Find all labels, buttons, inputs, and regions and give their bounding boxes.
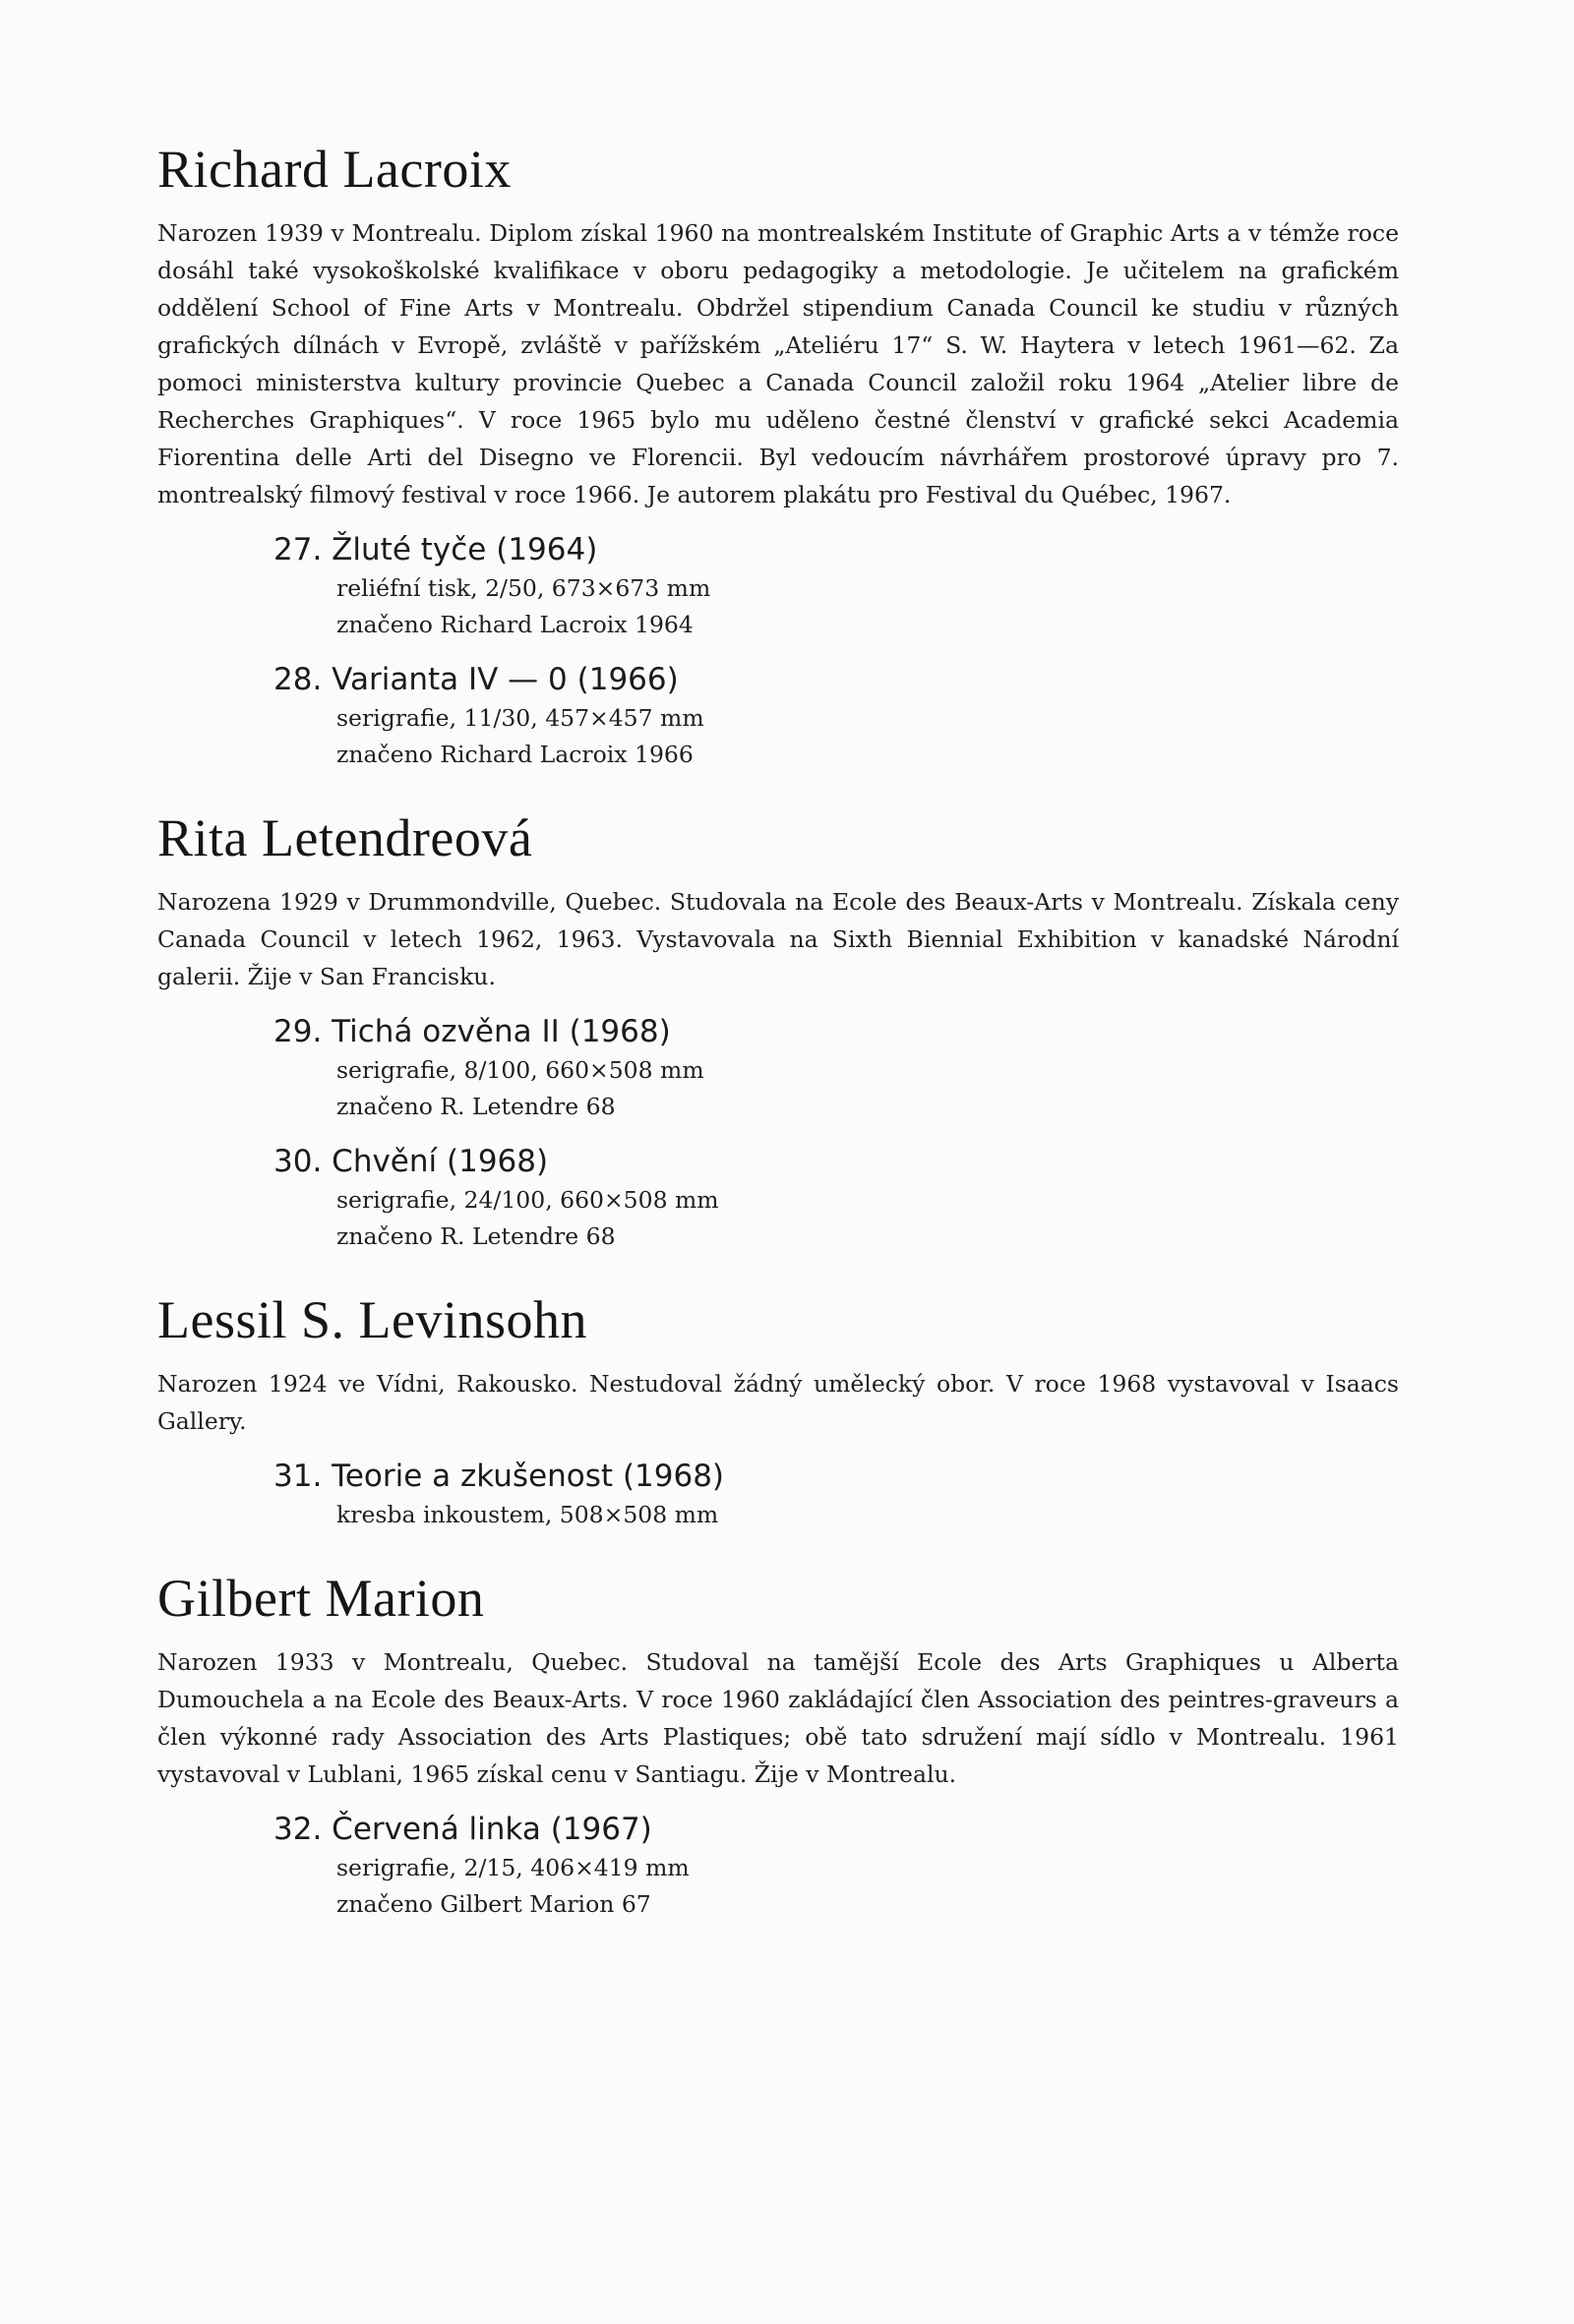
works-list — [157, 529, 1399, 773]
works-list — [157, 1809, 1399, 1923]
work-signature: značeno Gilbert Marion 67 — [336, 1890, 651, 1918]
work-number: 31. — [273, 1459, 323, 1494]
work-item — [273, 1456, 1399, 1533]
work-technique: serigrafie, 2/15, 406×419 mm — [336, 1854, 690, 1881]
work-heading — [273, 659, 1399, 700]
work-year: (1966) — [576, 662, 679, 697]
artist-name: Lessil S. Levinsohn — [157, 1290, 587, 1349]
work-technique: reliéfní tisk, 2/50, 673×673 mm — [336, 574, 711, 602]
artist-entry-lacroix — [157, 138, 1399, 773]
work-title: Varianta IV — 0 — [332, 662, 568, 697]
work-number: 32. — [273, 1812, 323, 1847]
work-heading — [273, 529, 1399, 570]
catalogue-page — [157, 138, 1399, 1938]
work-title: Červená linka — [332, 1812, 541, 1847]
work-title: Chvění — [332, 1144, 438, 1179]
work-heading — [273, 1141, 1399, 1182]
work-signature: značeno Richard Lacroix 1964 — [336, 611, 694, 638]
work-number: 29. — [273, 1014, 323, 1049]
work-item — [273, 1011, 1399, 1125]
artist-name: Richard Lacroix — [157, 140, 512, 199]
work-item — [273, 1809, 1399, 1923]
work-item — [273, 529, 1399, 643]
works-list — [157, 1456, 1399, 1533]
artist-entry-marion — [157, 1567, 1399, 1923]
work-item — [273, 1141, 1399, 1255]
work-year: (1968) — [447, 1144, 549, 1179]
artist-name: Gilbert Marion — [157, 1569, 485, 1628]
work-technique: serigrafie, 8/100, 660×508 mm — [336, 1056, 704, 1084]
work-signature: značeno R. Letendre 68 — [336, 1093, 616, 1120]
artist-entry-letendre — [157, 806, 1399, 1255]
work-title: Tichá ozvěna II — [332, 1014, 560, 1049]
artist-entry-levinsohn — [157, 1288, 1399, 1533]
artist-biography: Narozena 1929 v Drummondville, Quebec. Studovala na Ecole des Beaux-Arts v Montrealu. Získala ceny Canada Council v letech 1962, 1963. Vystavovala na Sixth Biennial Exhibition v kanadské Národní galerii. Žije v San Francisku. — [157, 888, 1399, 990]
works-list — [157, 1011, 1399, 1255]
work-year: (1967) — [550, 1812, 652, 1847]
work-heading — [273, 1456, 1399, 1497]
artist-biography: Narozen 1933 v Montrealu, Quebec. Studoval na tamější Ecole des Arts Graphiques u Alberta Dumouchela a na Ecole des Beaux-Arts. V roce 1960 zakládající člen Association des peintres-graveurs a člen výkonné rady Association des Arts Plastiques; obě tato sdružení mají sídlo v Montrealu. 1961 vystavoval v Lublani, 1965 získal cenu v Santiagu. Žije v Montrealu. — [157, 1648, 1399, 1788]
artist-name: Rita Letendreová — [157, 808, 533, 867]
work-number: 28. — [273, 662, 323, 697]
work-number: 27. — [273, 532, 323, 567]
work-year: (1968) — [622, 1459, 725, 1494]
work-signature: značeno R. Letendre 68 — [336, 1222, 616, 1250]
work-heading — [273, 1011, 1399, 1052]
work-title: Žluté tyče — [332, 532, 487, 567]
work-item — [273, 659, 1399, 773]
artist-biography: Narozen 1924 ve Vídni, Rakousko. Nestudoval žádný umělecký obor. V roce 1968 vystavoval v Isaacs Gallery. — [157, 1370, 1399, 1435]
work-heading — [273, 1809, 1399, 1850]
work-signature: značeno Richard Lacroix 1966 — [336, 741, 694, 768]
artist-biography: Narozen 1939 v Montrealu. Diplom získal 1960 na montrealském Institute of Graphic Arts a v témže roce dosáhl také vysokoškolské kvalifikace v oboru pedagogiky a metodologie. Je učitelem na grafickém oddělení School of Fine Arts v Montrealu. Obdržel stipendium Canada Council ke studiu v různých grafických dílnách v Evropě, zvláště v pařížském „Ateliéru 17“ S. W. Haytera v letech 1961—62. Za pomoci ministerstva kultury provincie Quebec a Canada Council založil roku 1964 „Atelier libre de Recherches Graphiques“. V roce 1965 bylo mu uděleno čestné členství v grafické sekci Academia Fiorentina delle Arti del Disegno ve Florencii. Byl vedoucím návrhářem prostorové úpravy pro 7. montrealský filmový festival v roce 1966. Je autorem plakátu pro Festival du Québec, 1967. — [157, 219, 1399, 508]
work-title: Teorie a zkušenost — [332, 1459, 614, 1494]
work-technique: kresba inkoustem, 508×508 mm — [336, 1501, 719, 1528]
work-year: (1968) — [569, 1014, 671, 1049]
work-number: 30. — [273, 1144, 323, 1179]
work-year: (1964) — [496, 532, 598, 567]
work-technique: serigrafie, 24/100, 660×508 mm — [336, 1186, 719, 1214]
work-technique: serigrafie, 11/30, 457×457 mm — [336, 704, 704, 732]
